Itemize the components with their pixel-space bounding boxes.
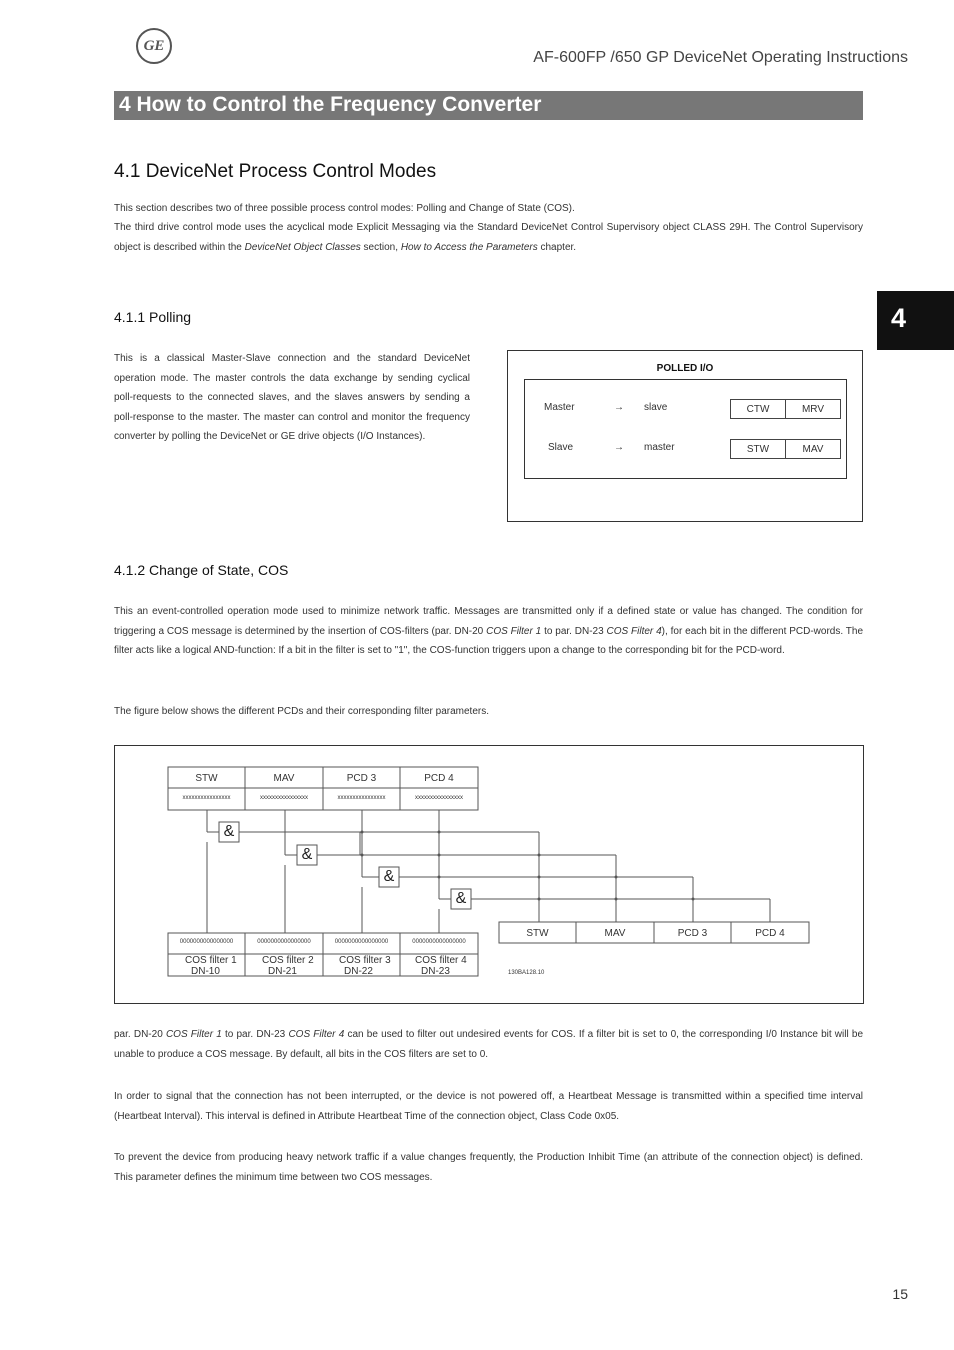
polled-row1-to: slave bbox=[644, 402, 668, 413]
cos-paragraph-5: To prevent the device from producing heavy network traffic if a value changes frequently, the Production Inhibit Time (an attribute of the connection object) is defined. This parameter defines the minimum time between two COS messages. bbox=[114, 1152, 863, 1183]
pcd-label-pcd4: PCD 4 bbox=[424, 773, 454, 784]
pcd-label-stw: STW bbox=[195, 773, 218, 784]
out-label-mav: MAV bbox=[604, 928, 626, 939]
and-gate-4: & bbox=[455, 890, 467, 907]
polled-io-title: POLLED I/O bbox=[656, 363, 714, 374]
page-number: 15 bbox=[892, 1286, 908, 1302]
filter-value-3: 0000000000000000 bbox=[334, 939, 389, 945]
arrow-icon: → bbox=[614, 442, 624, 453]
cos-paragraph-1: This an event-controlled operation mode used to minimize network traffic. Messages are transmitted only if a defined state or value has changed. The condition for triggering a COS message is determined by the insertion of COS-filters (par. DN-20 COS Filter 1 to par. DN-23 COS Filter 4), for each bit in the different PCD-words. The filter acts like a logical AND-function: If a bit in the filter is set to "1", the COS-function triggers upon a change to the corresponding bit for the PCD-word. bbox=[114, 606, 864, 656]
document-title: AF-600FP /650 GP DeviceNet Operating Instructions bbox=[533, 49, 908, 66]
ge-logo bbox=[136, 28, 172, 64]
polled-row1-word2: MRV bbox=[785, 399, 841, 419]
cos-paragraph-3: par. DN-20 COS Filter 1 to par. DN-23 COS Filter 4 can be used to filter out undesired events for COS. If a filter bit is set to 0, the corresponding I/0 Instance bit will be unable to produce a COS message. By default, all bits in the COS filters are set to 0. bbox=[114, 1029, 864, 1060]
and-gate-2: & bbox=[301, 846, 313, 863]
pcd-value-pcd3: xxxxxxxxxxxxxxxx bbox=[337, 795, 386, 801]
figure-id: 130BA128.10 bbox=[508, 970, 545, 976]
filter-name-2: COS filter 2 bbox=[262, 955, 314, 966]
cos-paragraph-2: The figure below shows the different PCDs and their corresponding filter parameters. bbox=[114, 706, 490, 717]
section-intro-line2: The third drive control mode uses the acyclical mode Explicit Messaging via the Standard DeviceNet Control Supervisory object CLASS 29H. The Control Supervisory object is described within the DeviceNet Object Classes section, How to Access the Parameters chapter. bbox=[114, 222, 863, 253]
pcd-value-mav: xxxxxxxxxxxxxxxx bbox=[260, 795, 308, 801]
section-heading-4-1: 4.1 DeviceNet Process Control Modes bbox=[114, 161, 437, 182]
filter-value-2: 0000000000000000 bbox=[257, 939, 311, 945]
polled-row2-word2: MAV bbox=[785, 439, 841, 459]
cos-filter-figure bbox=[114, 745, 864, 1004]
and-gate-3: & bbox=[383, 868, 395, 885]
out-label-stw: STW bbox=[526, 928, 549, 939]
pcd-label-mav: MAV bbox=[273, 773, 295, 784]
pcd-value-pcd4: xxxxxxxxxxxxxxxx bbox=[415, 795, 463, 801]
pcd-label-pcd3: PCD 3 bbox=[346, 773, 377, 784]
polled-row2-to: master bbox=[644, 442, 675, 453]
cos-heading: 4.1.2 Change of State, COS bbox=[114, 562, 289, 578]
filter-par-1: DN-10 bbox=[191, 966, 220, 977]
filter-par-4: DN-23 bbox=[421, 966, 450, 977]
filter-value-4: 0000000000000000 bbox=[412, 939, 466, 945]
and-gate-1: & bbox=[223, 823, 235, 840]
filter-name-4: COS filter 4 bbox=[415, 955, 467, 966]
arrow-icon: → bbox=[614, 402, 624, 413]
filter-name-1: COS filter 1 bbox=[185, 955, 237, 966]
polled-io-figure bbox=[507, 350, 863, 522]
logo-text: GE bbox=[143, 37, 165, 54]
pcd-value-stw: xxxxxxxxxxxxxxxx bbox=[182, 795, 231, 801]
polled-row1-word1: CTW bbox=[730, 399, 786, 419]
chapter-tab bbox=[877, 291, 954, 350]
filter-par-3: DN-22 bbox=[344, 966, 373, 977]
filter-value-1: 0000000000000000 bbox=[179, 939, 234, 945]
filter-par-2: DN-21 bbox=[268, 966, 297, 977]
section-intro-line1: This section describes two of three possible process control modes: Polling and Change of State (COS). bbox=[114, 203, 575, 214]
out-label-pcd4: PCD 4 bbox=[755, 928, 785, 939]
polled-row2-word1: STW bbox=[730, 439, 786, 459]
polled-row1-from: Master bbox=[544, 402, 575, 413]
polled-io-inner-box bbox=[524, 379, 847, 479]
chapter-tab-number: 4 bbox=[891, 303, 907, 333]
filter-name-3: COS filter 3 bbox=[339, 955, 391, 966]
polled-row2-from: Slave bbox=[548, 442, 574, 453]
out-label-pcd3: PCD 3 bbox=[677, 928, 708, 939]
polling-body: This is a classical Master-Slave connection and the standard DeviceNet operation mode. The master controls the data exchange by sending cyclical poll-requests to the connected slaves, and the slaves answers by sending a poll-response to the master. The master can control and monitor the frequency converter by polling the DeviceNet or GE drive objects (I/O Instances). bbox=[114, 353, 470, 442]
chapter-title: 4 How to Control the Frequency Converter bbox=[119, 93, 542, 116]
cos-paragraph-4: In order to signal that the connection has not been interrupted, or the device is not powered off, a Heartbeat Message is transmitted within a specified time interval (Heartbeat Interval). This interval is defined in Attribute Heartbeat Time of the connection object, Class Code 0x05. bbox=[114, 1091, 863, 1122]
chapter-title-bar bbox=[114, 91, 863, 120]
polling-heading: 4.1.1 Polling bbox=[114, 309, 192, 325]
